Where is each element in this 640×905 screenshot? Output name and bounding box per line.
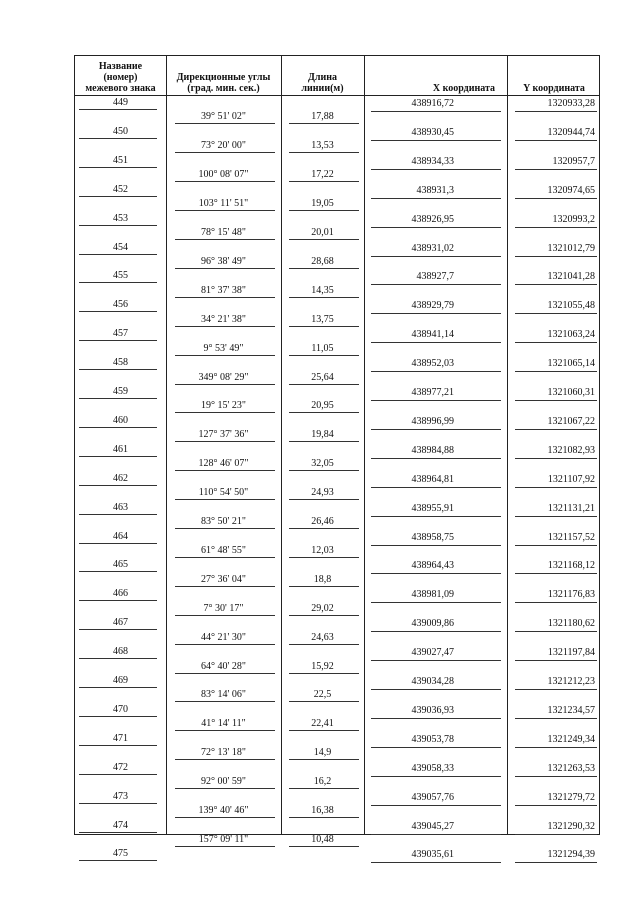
point-x: 439057,76 — [411, 791, 454, 803]
row-underline — [79, 600, 157, 601]
point-name: 454 — [113, 241, 128, 253]
row-underline — [289, 615, 359, 616]
row-underline — [515, 400, 597, 401]
point-y: 1321168,12 — [547, 560, 595, 572]
line-length: 16,38 — [311, 805, 334, 817]
row-underline — [175, 123, 275, 124]
row-underline — [289, 384, 359, 385]
line-length: 15,92 — [311, 660, 334, 672]
row-underline — [79, 196, 157, 197]
point-name: 466 — [113, 588, 128, 600]
row-underline — [79, 225, 157, 226]
point-x: 438952,03 — [411, 358, 454, 370]
point-y: 1321012,79 — [547, 242, 595, 254]
row-underline — [515, 805, 597, 806]
direction-angle: 83° 50' 21" — [201, 516, 246, 528]
row-underline — [79, 571, 157, 572]
row-underline — [79, 514, 157, 515]
line-length: 28,68 — [311, 255, 334, 267]
row-underline — [175, 557, 275, 558]
line-length: 19,05 — [311, 198, 334, 210]
header-x-line: X координата — [432, 83, 495, 94]
point-x: 438964,43 — [411, 560, 454, 572]
row-underline — [371, 284, 501, 285]
point-y: 1321082,93 — [547, 444, 595, 456]
row-underline — [515, 689, 597, 690]
row-underline — [515, 313, 597, 314]
header-name-line: межевого знака — [85, 83, 156, 94]
point-y: 1321290,32 — [547, 820, 595, 832]
row-underline — [289, 268, 359, 269]
row-underline — [515, 140, 597, 141]
line-length: 13,75 — [311, 313, 334, 325]
line-length: 17,88 — [311, 111, 334, 123]
point-name: 459 — [113, 386, 128, 397]
point-name: 469 — [113, 675, 128, 686]
row-underline — [175, 384, 275, 385]
header-angle-line: (град. мин. сек.) — [187, 83, 260, 94]
row-underline — [175, 673, 275, 674]
point-name: 450 — [113, 125, 128, 137]
point-y: 1320933,28 — [547, 98, 595, 109]
line-length: 24,93 — [311, 487, 334, 499]
point-x: 438934,33 — [411, 155, 454, 167]
point-y: 1321063,24 — [547, 329, 595, 341]
row-underline — [289, 239, 359, 240]
point-y: 1321294,39 — [547, 849, 595, 861]
row-underline — [371, 776, 501, 777]
direction-angle: 127° 37' 36" — [198, 429, 249, 441]
row-underline — [515, 776, 597, 777]
row-underline — [175, 297, 275, 298]
row-underline — [79, 745, 157, 746]
point-name: 471 — [113, 732, 128, 744]
point-name: 474 — [113, 819, 128, 831]
row-underline — [289, 644, 359, 645]
row-underline — [175, 441, 275, 442]
row-underline — [371, 602, 501, 603]
row-underline — [515, 111, 597, 112]
point-x: 439045,27 — [411, 820, 454, 832]
line-length: 22,5 — [313, 689, 332, 701]
row-underline — [289, 441, 359, 442]
row-underline — [371, 429, 501, 430]
point-name: 460 — [113, 414, 128, 426]
row-underline — [289, 673, 359, 674]
row-underline — [515, 342, 597, 343]
line-length: 16,2 — [313, 776, 332, 788]
row-underline — [289, 759, 359, 760]
row-underline — [289, 846, 359, 847]
point-x: 439009,86 — [411, 618, 454, 630]
header-y — [507, 56, 601, 95]
row-underline — [175, 528, 275, 529]
row-underline — [79, 427, 157, 428]
row-underline — [371, 458, 501, 459]
row-underline — [289, 701, 359, 702]
row-underline — [79, 340, 157, 341]
row-underline — [79, 629, 157, 630]
point-y: 1321279,72 — [547, 791, 595, 803]
row-underline — [289, 355, 359, 356]
point-name: 455 — [113, 270, 128, 282]
row-underline — [79, 138, 157, 139]
row-underline — [289, 326, 359, 327]
point-name: 465 — [113, 559, 128, 571]
row-underline — [515, 429, 597, 430]
line-length: 10,48 — [311, 833, 334, 845]
header-name — [75, 56, 166, 95]
row-underline — [79, 456, 157, 457]
row-underline — [175, 615, 275, 616]
row-underline — [515, 198, 597, 199]
point-x: 438926,95 — [411, 213, 454, 225]
row-underline — [371, 400, 501, 401]
row-underline — [289, 181, 359, 182]
line-length: 14,35 — [311, 284, 334, 296]
point-name: 464 — [113, 530, 128, 542]
row-underline — [79, 716, 157, 717]
row-underline — [515, 256, 597, 257]
point-y: 1321055,48 — [547, 300, 595, 312]
row-underline — [289, 528, 359, 529]
row-underline — [289, 586, 359, 587]
point-y: 1321176,83 — [547, 589, 595, 601]
row-underline — [371, 371, 501, 372]
point-y: 1321041,28 — [547, 271, 595, 283]
line-length: 32,05 — [311, 458, 334, 470]
point-x: 439034,28 — [411, 676, 454, 687]
row-underline — [175, 730, 275, 731]
row-underline — [79, 658, 157, 659]
row-underline — [289, 730, 359, 731]
row-underline — [175, 181, 275, 182]
row-underline — [515, 227, 597, 228]
row-underline — [371, 487, 501, 488]
direction-angle: 83° 14' 06" — [201, 689, 246, 701]
row-underline — [175, 210, 275, 211]
line-length: 20,95 — [311, 400, 334, 412]
direction-angle: 19° 15' 23" — [201, 400, 246, 412]
row-underline — [371, 342, 501, 343]
point-name: 453 — [113, 212, 128, 224]
direction-angle: 73° 20' 00" — [201, 140, 246, 152]
point-x: 438984,88 — [411, 444, 454, 456]
direction-angle: 92° 00' 59" — [201, 776, 246, 788]
row-underline — [289, 557, 359, 558]
row-underline — [515, 487, 597, 488]
point-x: 438964,81 — [411, 473, 454, 485]
point-y: 1321249,34 — [547, 733, 595, 745]
direction-angle: 103° 11' 51" — [198, 198, 249, 210]
line-length: 13,53 — [311, 140, 334, 152]
header-name-line: Название — [98, 61, 143, 72]
row-underline — [79, 109, 157, 110]
row-underline — [175, 586, 275, 587]
point-name: 457 — [113, 328, 128, 340]
row-underline — [371, 111, 501, 112]
row-underline — [175, 470, 275, 471]
row-underline — [289, 412, 359, 413]
point-y: 1321180,62 — [547, 618, 595, 630]
line-length: 14,9 — [313, 747, 332, 759]
point-x: 439035,61 — [411, 849, 454, 861]
direction-angle: 39° 51' 02" — [201, 111, 246, 123]
point-x: 438929,79 — [411, 300, 454, 312]
direction-angle: 100° 08' 07" — [198, 169, 249, 181]
row-underline — [175, 644, 275, 645]
direction-angle: 41° 14' 11" — [201, 718, 246, 730]
point-name: 472 — [113, 761, 128, 773]
point-x: 438981,09 — [411, 589, 454, 601]
point-y: 1321234,57 — [547, 704, 595, 716]
line-length: 20,01 — [311, 227, 334, 239]
row-underline — [79, 398, 157, 399]
point-y: 1321157,52 — [547, 531, 595, 543]
point-name: 451 — [113, 154, 128, 166]
line-length: 12,03 — [311, 544, 334, 556]
row-underline — [515, 631, 597, 632]
row-underline — [79, 803, 157, 804]
direction-angle: 81° 37' 38" — [201, 284, 246, 296]
row-underline — [515, 602, 597, 603]
line-length: 29,02 — [311, 602, 334, 614]
row-underline — [79, 167, 157, 168]
row-underline — [515, 371, 597, 372]
header-name-line: (номер) — [103, 72, 138, 83]
row-underline — [371, 718, 501, 719]
row-underline — [371, 689, 501, 690]
row-underline — [371, 227, 501, 228]
row-underline — [289, 499, 359, 500]
point-x: 438931,02 — [411, 242, 454, 254]
row-underline — [371, 169, 501, 170]
row-underline — [289, 788, 359, 789]
header-length — [281, 56, 364, 95]
point-name: 449 — [113, 97, 128, 108]
point-y: 1321065,14 — [547, 358, 595, 370]
row-underline — [515, 284, 597, 285]
row-underline — [79, 543, 157, 544]
row-underline — [371, 747, 501, 748]
row-underline — [79, 774, 157, 775]
point-x: 438930,45 — [411, 126, 454, 138]
header-divider — [75, 95, 599, 96]
direction-angle: 9° 53' 49" — [203, 342, 244, 354]
row-underline — [175, 268, 275, 269]
point-name: 461 — [113, 443, 128, 455]
point-name: 456 — [113, 299, 128, 311]
row-underline — [289, 470, 359, 471]
row-underline — [515, 169, 597, 170]
point-x: 439036,93 — [411, 704, 454, 716]
direction-angle: 44° 21' 30" — [201, 631, 246, 643]
row-underline — [515, 834, 597, 835]
row-underline — [515, 660, 597, 661]
row-underline — [371, 862, 501, 863]
direction-angle: 96° 38' 49" — [201, 255, 246, 267]
point-name: 473 — [113, 790, 128, 802]
point-y: 1321107,92 — [547, 473, 595, 485]
header-y-line: Y координата — [523, 83, 585, 94]
point-y: 1321067,22 — [547, 415, 595, 427]
row-underline — [79, 254, 157, 255]
header-length-line: Длина — [307, 72, 337, 83]
point-name: 467 — [113, 617, 128, 629]
row-underline — [175, 846, 275, 847]
row-underline — [371, 573, 501, 574]
point-name: 470 — [113, 703, 128, 715]
row-underline — [289, 210, 359, 211]
row-underline — [371, 545, 501, 546]
point-y: 1321263,53 — [547, 762, 595, 774]
point-x: 439058,33 — [411, 762, 454, 774]
row-underline — [79, 311, 157, 312]
point-y: 1321131,21 — [547, 502, 595, 514]
line-length: 24,63 — [311, 631, 334, 643]
direction-angle: 64° 40' 28" — [201, 660, 246, 672]
point-y: 1320957,7 — [552, 155, 595, 167]
point-name: 463 — [113, 501, 128, 513]
point-y: 1321197,84 — [547, 647, 595, 659]
point-x: 438955,91 — [411, 502, 454, 514]
direction-angle: 72° 13' 18" — [201, 747, 246, 759]
direction-angle: 78° 15' 48" — [201, 227, 246, 239]
row-underline — [175, 701, 275, 702]
direction-angle: 34° 21' 38" — [201, 313, 246, 325]
point-x: 438916,72 — [411, 98, 454, 109]
row-underline — [515, 862, 597, 863]
row-underline — [289, 817, 359, 818]
direction-angle: 7° 30' 17" — [203, 602, 244, 614]
row-underline — [79, 832, 157, 833]
direction-angle: 139° 40' 46" — [198, 805, 249, 817]
point-y: 1320993,2 — [552, 213, 595, 225]
row-underline — [79, 687, 157, 688]
row-underline — [289, 123, 359, 124]
row-underline — [515, 718, 597, 719]
row-underline — [515, 545, 597, 546]
point-x: 439027,47 — [411, 647, 454, 659]
point-name: 475 — [113, 848, 128, 860]
row-underline — [371, 256, 501, 257]
point-y: 1320944,74 — [547, 126, 595, 138]
direction-angle: 128° 46' 07" — [198, 458, 249, 470]
row-underline — [289, 297, 359, 298]
coordinates-table — [74, 55, 600, 861]
point-x: 438931,3 — [416, 184, 454, 196]
header-angle-line: Дирекционные углы — [176, 72, 271, 83]
row-underline — [371, 140, 501, 141]
row-underline — [79, 282, 157, 283]
direction-angle: 61° 48' 55" — [201, 544, 246, 556]
row-underline — [79, 485, 157, 486]
line-length: 17,22 — [311, 169, 334, 181]
row-underline — [371, 313, 501, 314]
row-underline — [175, 326, 275, 327]
row-underline — [175, 152, 275, 153]
point-x: 438996,99 — [411, 415, 454, 427]
row-underline — [515, 747, 597, 748]
row-underline — [175, 759, 275, 760]
row-underline — [371, 631, 501, 632]
point-x: 438958,75 — [411, 531, 454, 543]
row-underline — [175, 239, 275, 240]
header-x — [364, 56, 507, 95]
point-name: 462 — [113, 472, 128, 484]
row-underline — [371, 805, 501, 806]
row-underline — [175, 817, 275, 818]
row-underline — [79, 860, 157, 861]
direction-angle: 27° 36' 04" — [201, 573, 246, 585]
row-underline — [371, 660, 501, 661]
row-underline — [371, 516, 501, 517]
row-underline — [515, 458, 597, 459]
line-length: 22,41 — [311, 718, 334, 730]
line-length: 18,8 — [313, 573, 332, 585]
row-underline — [515, 516, 597, 517]
line-length: 19,84 — [311, 429, 334, 441]
point-x: 438941,14 — [411, 329, 454, 341]
header-length-line: линии(м) — [301, 83, 344, 94]
row-underline — [175, 788, 275, 789]
line-length: 26,46 — [311, 516, 334, 528]
point-y: 1320974,65 — [547, 184, 595, 196]
row-underline — [371, 198, 501, 199]
line-length: 25,64 — [311, 371, 334, 383]
row-underline — [175, 499, 275, 500]
point-x: 438927,7 — [416, 271, 454, 283]
row-underline — [79, 369, 157, 370]
row-underline — [515, 573, 597, 574]
point-y: 1321060,31 — [547, 387, 595, 398]
direction-angle: 110° 54' 50" — [198, 487, 249, 499]
header-angle — [166, 56, 281, 95]
row-underline — [175, 412, 275, 413]
point-name: 452 — [113, 183, 128, 195]
row-underline — [289, 152, 359, 153]
point-name: 468 — [113, 646, 128, 658]
point-x: 439053,78 — [411, 733, 454, 745]
point-y: 1321212,23 — [547, 676, 595, 687]
point-x: 438977,21 — [411, 387, 454, 398]
direction-angle: 349° 08' 29" — [198, 371, 249, 383]
row-underline — [371, 834, 501, 835]
line-length: 11,05 — [311, 342, 334, 354]
point-name: 458 — [113, 357, 128, 369]
direction-angle: 157° 09' 11" — [198, 833, 249, 845]
row-underline — [175, 355, 275, 356]
